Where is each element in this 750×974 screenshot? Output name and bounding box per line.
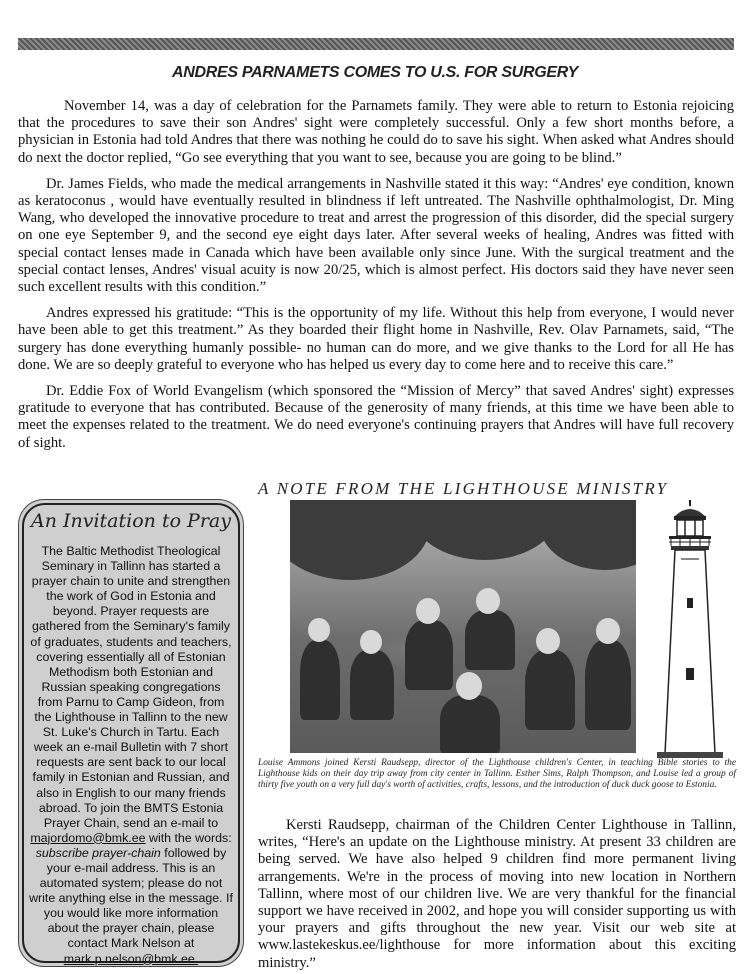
article-paragraph: Andres expressed his gratitude: “This is the opportunity of my life. Without this help from everyone, I would never have been able to get this treatment.” As they boarded their flight home in Nashville, Rev. Olav Parnamets, said, “The surgery has done everything humanly possible- no human can do more, and we give thanks to the Lord for all He has done. We are so deeply grateful to everyone who has helped us every day to come here and to receive this care.”	[18, 305, 734, 373]
photo-caption: Louise Ammons joined Kersti Raudsepp, director of the Lighthouse children's Center, in teaching Bible stories to the Lighthouse kids on their day trip away from city center in Tallinn. Esther Sims, Ralph Thompson, and Louise led a group of thirty five youth on a very full day's worth of activities, crafts, lessons, and the introduction of duck duck goose to Estonia.	[258, 758, 736, 790]
article-headline: ANDRES PARNAMETS COMES TO U.S. FOR SURGERY	[171, 64, 579, 81]
subscribe-email-link[interactable]: majordomo@bmk.ee	[30, 830, 146, 845]
lighthouse-note-paragraph: Kersti Raudsepp, chairman of the Children Center Lighthouse in Tallinn, writes, “Here's an update on the Lighthouse ministry. At present 33 children are being served. We have also helped 9 children find more permanent living arrangements. We're in the process of moving into new location in Northern Tallinn, where most of our children live. We are very thankful for the financial support we have received in 2002, and hope you will consider supporting us with your prayers and gifts throughout the new year. Visit our web site at www.lastekeskus.ee/lighthouse for more information about this exciting ministry.”	[258, 817, 736, 971]
header-rule	[18, 38, 734, 50]
article-body	[18, 98, 734, 461]
prayer-text-instructions: followed by your e-mail address. This is an automated system; please do not write anything else in the message. If you would like more information about the prayer chain, please contact Mark Nelson at	[29, 845, 233, 951]
article-paragraph: November 14, was a day of celebration for the Parnamets family. They were able to return to Estonia rejoicing that the procedures to save their son Andres' sight were completely successful. Only a few short months before, a physician in Estonia had told Andres that there was nothing he could do to save his sight. When asked what Andres should do next the doctor replied, “Go see everything that you want to see, because you are going to be blind.”	[18, 98, 734, 166]
prayer-box-title: An Invitation to Pray	[31, 510, 231, 532]
children-group-photo	[290, 500, 636, 753]
prayer-invitation-box	[18, 499, 244, 967]
lighthouse-note-heading: A NOTE FROM THE LIGHTHOUSE MINISTRY	[258, 479, 669, 498]
prayer-box-text	[29, 544, 233, 967]
article-paragraph: Dr. James Fields, who made the medical arrangements in Nashville stated it this way: “Andres' eye condition, known as keratoconus , would have eventually resulted in blindness if left untreated. The Nashville ophthalmologist, Dr. Ming Wang, who developed the innovative procedure to treat and arrest the progression of this disorder, did the special surgery on one eye September 9, and the second eye eight days later. After several weeks of healing, Andres was fitted with special contact lenses made in Canada which have been available only since June. With the surgical treatment and the special contact lenses, Andres' visual acuity is now 20/25, which is almost perfect. His doctors said they have never seen such excellent results with this condition.”	[18, 175, 734, 296]
contact-email-link[interactable]: mark.p.nelson@bmk.ee.	[63, 951, 199, 966]
article-paragraph: Dr. Eddie Fox of World Evangelism (which sponsored the “Mission of Mercy” that saved Andres' sight) expresses gratitude to everyone that has contributed. Because of the generosity of many friends, at this time we have been able to meet the expenses related to the treatment. We do need everyone's continuing prayers that Andres will have full recovery of sight.	[18, 383, 734, 451]
subscribe-phrase: subscribe prayer-chain	[35, 845, 161, 860]
lighthouse-note-body	[258, 817, 736, 972]
lighthouse-illustration	[645, 498, 735, 760]
prayer-text-intro: The Baltic Methodist Theological Seminary in Tallinn has started a prayer chain to unite and strengthen the work of God in Estonia and beyond. Prayer requests are gathered from the Seminary's family of graduates, students and teachers, covering essentially all of Estonian Methodism both Estonian and Russian speaking congregations from Parnu to Camp Gideon, from the Lighthouse in Tallinn to the new St. Luke's Church in Tartu. Each week an e-mail Bulletin with 7 short requests are sent back to our local family in Estonian and Russian, and also in English to our many friends abroad. To join the BMTS Estonia Prayer Chain, send an e-mail to	[30, 544, 232, 830]
prayer-text-words: with the words:	[149, 830, 232, 845]
